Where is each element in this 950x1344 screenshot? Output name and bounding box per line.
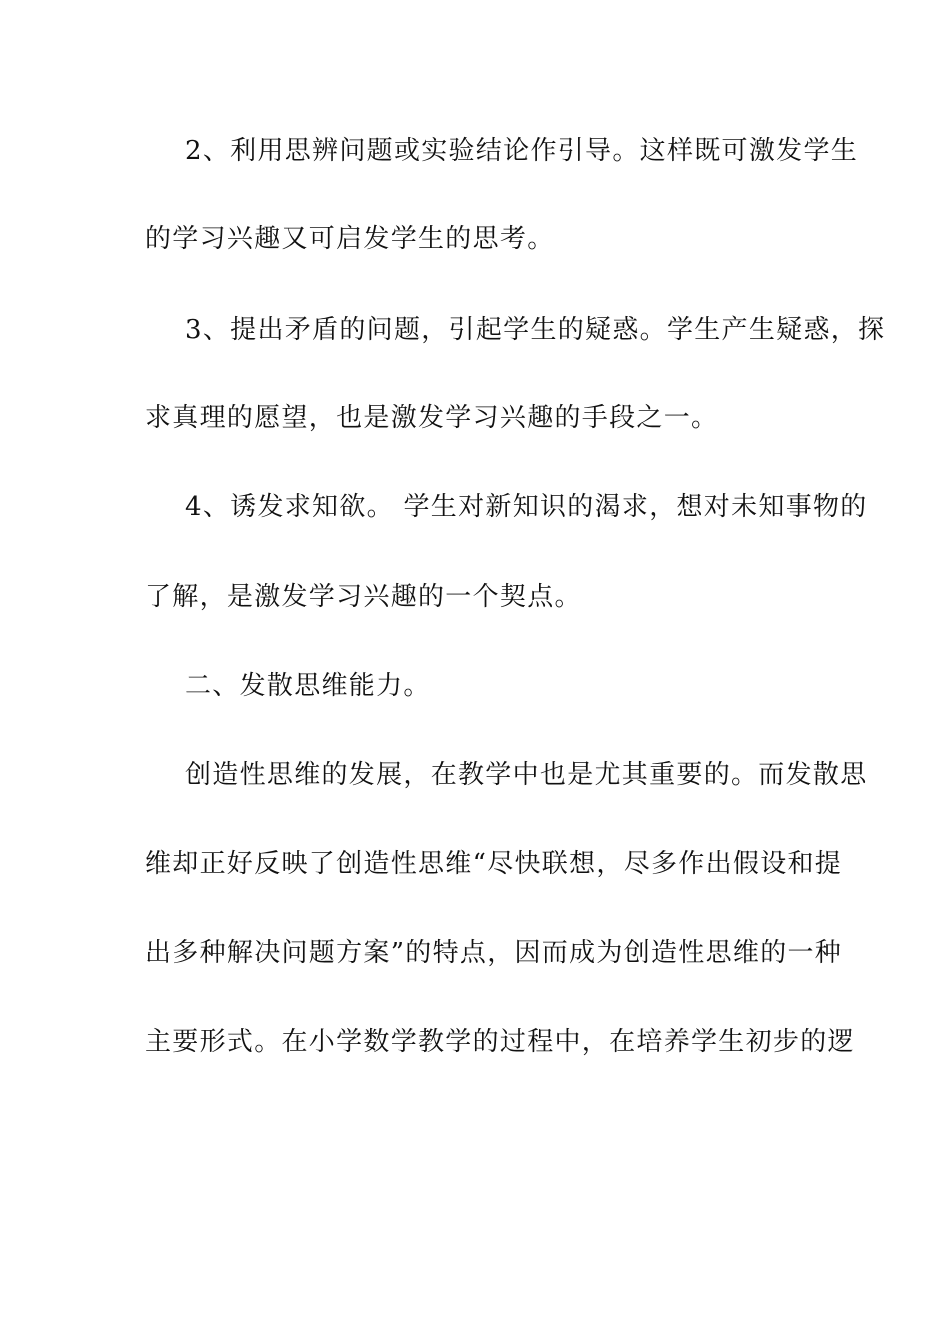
paragraph-5-line-1: 创造性思维的发展，在教学中也是尤其重要的。而发散思	[185, 760, 868, 790]
paragraph-1-line-2: 的学习兴趣又可启发学生的思考。	[145, 224, 555, 254]
paragraph-3-line-1: 4、诱发求知欲。 学生对新知识的渴求，想对未知事物的	[185, 492, 868, 522]
paragraph-5-line-3: 出多种解决问题方案”的特点，因而成为创造性思维的一种	[145, 938, 843, 968]
paragraph-1-line-1: 2、利用思辨问题或实验结论作引导。这样既可激发学生	[185, 136, 859, 166]
section-heading: 二、发散思维能力。	[185, 671, 431, 701]
paragraph-5-line-4: 主要形式。在小学数学教学的过程中，在培养学生初步的逻	[145, 1027, 855, 1057]
paragraph-3-line-2: 了解，是激发学习兴趣的一个契点。	[145, 582, 582, 612]
paragraph-2-line-2: 求真理的愿望，也是激发学习兴趣的手段之一。	[145, 403, 719, 433]
paragraph-5-line-2: 维却正好反映了创造性思维“尽快联想，尽多作出假设和提	[145, 849, 843, 879]
paragraph-2-line-1: 3、提出矛盾的问题，引起学生的疑惑。学生产生疑惑，探	[185, 315, 886, 345]
